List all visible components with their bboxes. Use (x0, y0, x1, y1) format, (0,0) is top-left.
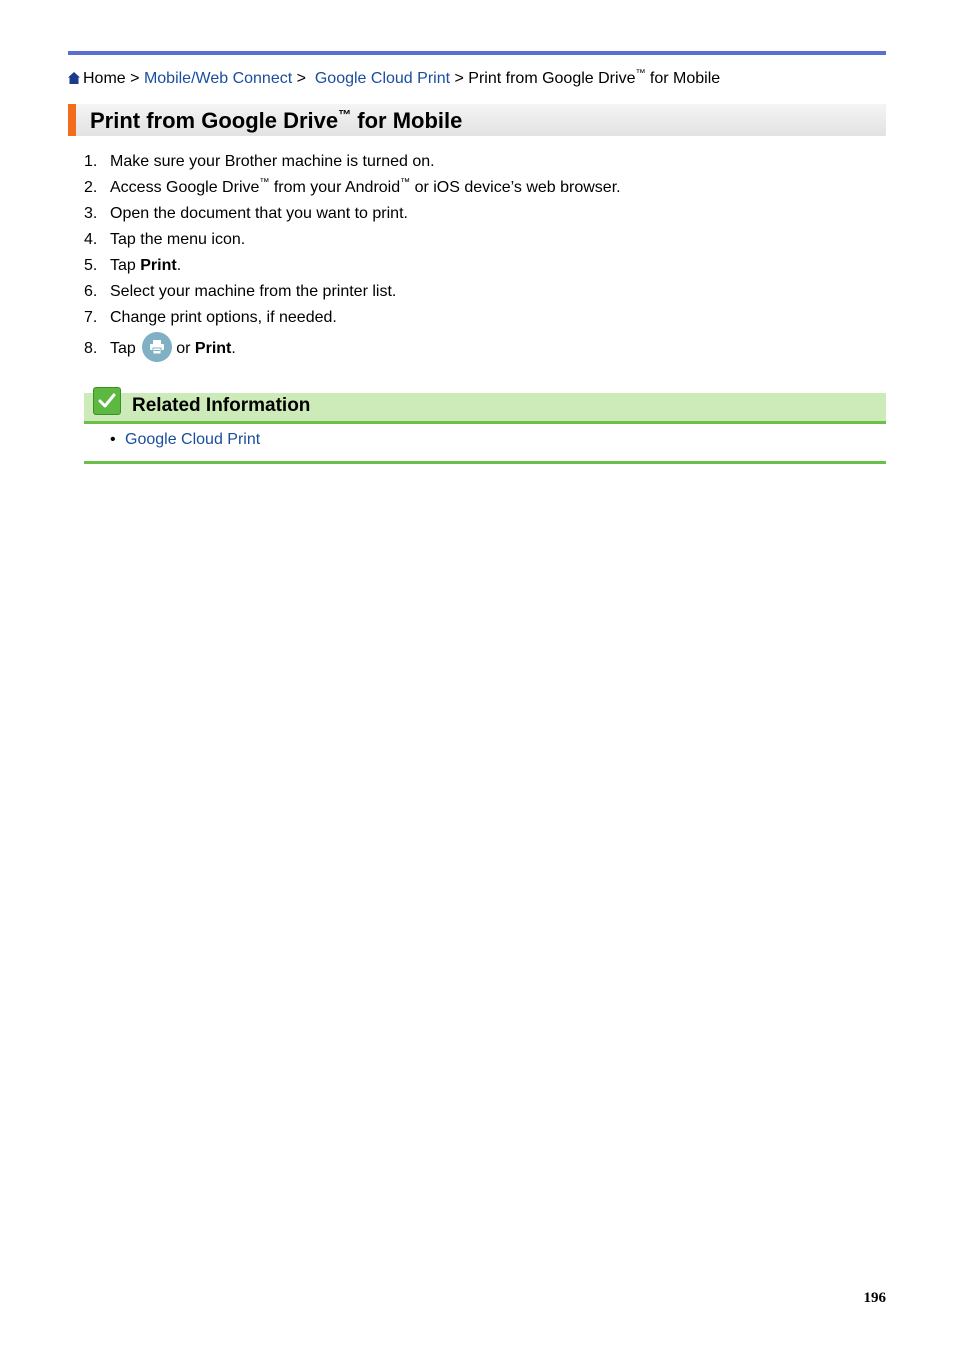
step-text: Change print options, if needed. (110, 309, 337, 326)
breadcrumb-current (468, 70, 720, 87)
related-link-item (110, 430, 260, 450)
checkmark-icon (93, 387, 121, 415)
breadcrumb-link-google-cloud-print[interactable]: Google Cloud Print (314, 70, 451, 87)
step-text-part: Tap (110, 340, 136, 357)
breadcrumb-separator: > (296, 70, 306, 87)
breadcrumb-home[interactable]: Home (83, 70, 126, 87)
bullet: • (110, 431, 116, 448)
page-number: 196 (863, 1290, 886, 1306)
related-information-heading: Related Information (132, 395, 311, 416)
breadcrumb-separator: > (454, 70, 464, 87)
step-text (110, 257, 181, 274)
trademark-symbol: ™ (338, 107, 352, 122)
breadcrumb-link-mobile-web-connect[interactable]: Mobile/Web Connect (143, 70, 293, 87)
top-rule (68, 51, 886, 55)
step-text-part: or iOS device’s web browser. (410, 179, 621, 196)
step-text-part: . (231, 340, 236, 357)
page-title-suffix: for Mobile (351, 108, 463, 133)
page-title (90, 107, 462, 135)
printer-icon (142, 332, 172, 362)
step-text-part: Access Google Drive (110, 179, 260, 196)
step-text-bold: Print (194, 340, 232, 357)
step-item (84, 230, 621, 250)
step-text-part: from your Android (269, 179, 401, 196)
trademark-symbol: ™ (635, 68, 646, 79)
step-text-bold: Print (140, 257, 177, 274)
page-title-text: Print from Google Drive (90, 108, 339, 133)
related-information-header (84, 393, 886, 424)
trademark-symbol: ™ (400, 177, 411, 188)
steps-list (84, 152, 621, 370)
step-item (84, 178, 621, 198)
step-item (84, 282, 621, 302)
step-text-part: or (176, 340, 195, 357)
step-number: 5. (84, 257, 98, 274)
step-item (84, 256, 621, 276)
step-item (84, 334, 621, 364)
step-number: 3. (84, 205, 98, 222)
step-number: 8. (84, 340, 98, 357)
step-number: 2. (84, 179, 98, 196)
related-bottom-rule (84, 461, 886, 464)
step-text (110, 179, 621, 196)
trademark-symbol: ™ (259, 177, 270, 188)
step-number: 7. (84, 309, 98, 326)
step-text: Make sure your Brother machine is turned on. (110, 153, 435, 170)
step-text (110, 340, 236, 357)
step-item (84, 152, 621, 172)
step-text: Select your machine from the printer list. (110, 283, 397, 300)
page-title-bar (68, 104, 886, 136)
step-text-part: . (176, 257, 182, 274)
step-number: 6. (84, 283, 98, 300)
step-text-part: Tap (110, 257, 141, 274)
step-item (84, 308, 621, 328)
breadcrumb-separator: > (130, 70, 140, 87)
related-link-google-cloud-print[interactable]: Google Cloud Print (125, 431, 261, 448)
breadcrumb-current-suffix: for Mobile (645, 70, 721, 87)
related-links-list (110, 430, 260, 450)
step-text: Tap the menu icon. (110, 231, 246, 248)
home-icon[interactable] (68, 70, 80, 82)
step-number: 4. (84, 231, 98, 248)
breadcrumb (68, 69, 720, 89)
step-text: Open the document that you want to print. (110, 205, 408, 222)
title-accent-bar (68, 104, 76, 136)
step-item (84, 204, 621, 224)
step-number: 1. (84, 153, 98, 170)
breadcrumb-current-text: Print from Google Drive (468, 70, 636, 87)
